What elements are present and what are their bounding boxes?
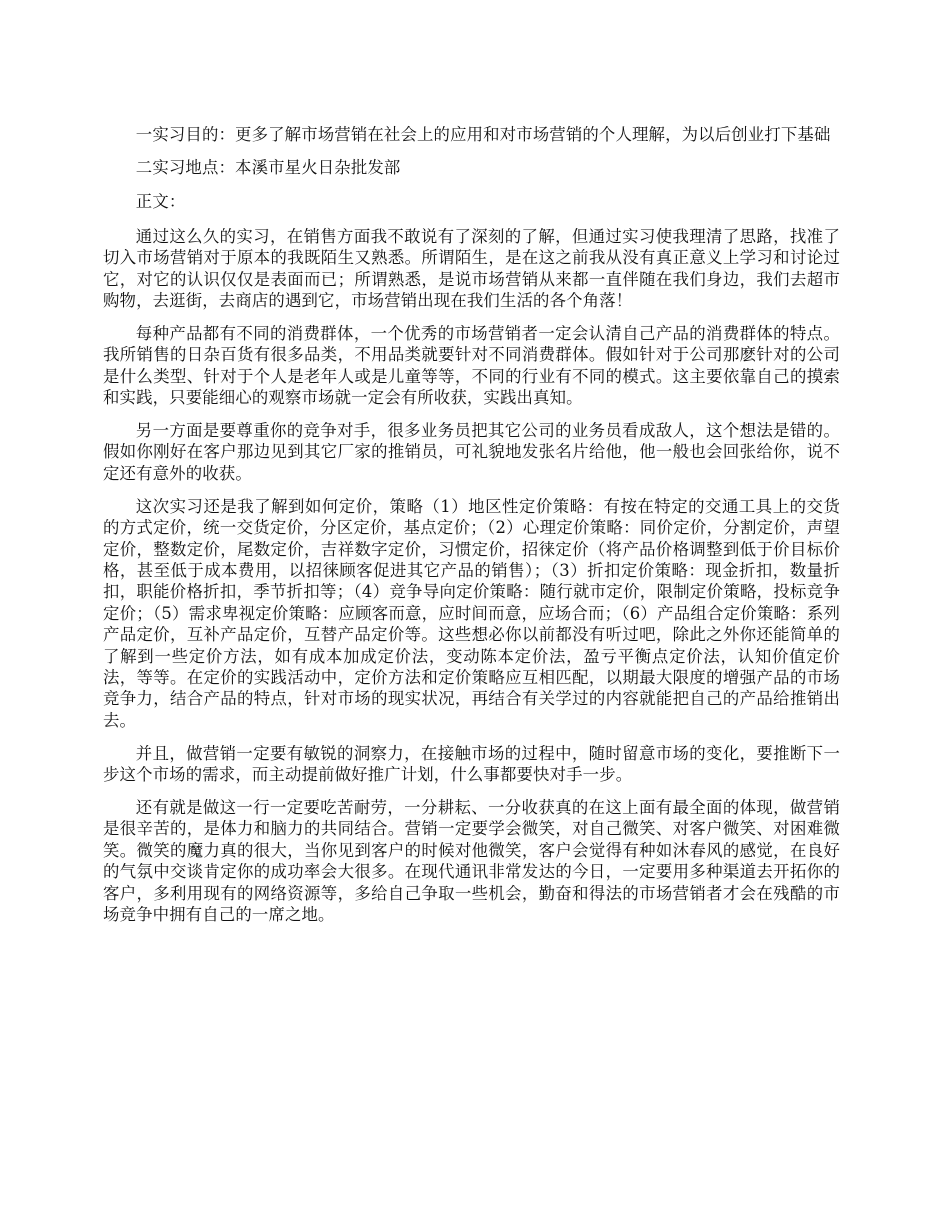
paragraph-body-3: 另一方面是要尊重你的竞争对手，很多业务员把其它公司的业务员看成敌人，这个想法是错的。假如你刚好在客户那边见到其它厂家的推销员，可礼貌地发张名片给他，他一般也会回张给你，说不定还有意外的收获。 <box>103 420 840 483</box>
paragraph-body-6: 还有就是做这一行一定要吃苦耐劳，一分耕耘、一分收获真的在这上面有最全面的体现，做营销是很辛苦的，是体力和脑力的共同结合。营销一定要学会微笑，对自己微笑、对客户微笑、对困难微笑。微笑的魔力真的很大，当你见到客户的时候对他微笑，客户会觉得有种如沐春风的感觉，在良好的气氛中交谈肯定你的成功率会大很多。在现代通讯非常发达的今日，一定要用多种渠道去开拓你的客户，多利用现有的网络资源等，多给自己争取一些机会，勤奋和得法的市场营销者才会在残酷的市场竞争中拥有自己的一席之地。 <box>103 797 840 924</box>
paragraph-body-1: 通过这么久的实习，在销售方面我不敢说有了深刻的了解，但通过实习使我理清了思路，找准了切入市场营销对于原本的我既陌生又熟悉。所谓陌生，是在这之前我从没有真正意义上学习和讨论过它，对它的认识仅仅是表面而已；所谓熟悉，是说市场营销从来都一直伴随在我们身边，我们去超市购物，去逛街，去商店的遇到它，市场营销出现在我们生活的各个角落！ <box>103 226 840 310</box>
paragraph-main-text-heading: 正文： <box>135 192 186 212</box>
paragraph-body-2: 每种产品都有不同的消费群体，一个优秀的市场营销者一定会认清自己产品的消费群体的特点。我所销售的日杂百货有很多品类，不用品类就要针对不同消费群体。假如针对于公司那麽针对的公司是什么类型、针对于个人是老年人或是儿童等等，不同的行业有不同的模式。这主要依靠自己的摸索和实践，只要能细心的观察市场就一定会有所收获，实践出真知。 <box>103 323 840 408</box>
paragraph-body-5: 并且，做营销一定要有敏锐的洞察力，在接触市场的过程中，随时留意市场的变化，要推断下一步这个市场的需求，而主动提前做好推广计划，什么事都要快对手一步。 <box>103 743 840 785</box>
paragraph-location: 二实习地点：本溪市星火日杂批发部 <box>135 157 401 177</box>
paragraph-purpose: 一实习目的：更多了解市场营销在社会上的应用和对市场营销的个人理解，为以后创业打下基础 <box>135 125 831 144</box>
document-body <box>103 124 840 937</box>
paragraph-body-4: 这次实习还是我了解到如何定价，策略（1）地区性定价策略：有按在特定的交通工具上的交货的方式定价，统一交货定价，分区定价，基点定价；（2）心理定价策略：同价定价，分割定价，声望定价，整数定价，尾数定价，吉祥数字定价，习惯定价，招徕定价（将产品价格调整到低于价目标价格，甚至低于成本费用，以招徕顾客促进其它产品的销售）；（3）折扣定价策略：现金折扣，数量折扣，职能价格折扣，季节折扣等；（4）竞争导向定价策略：随行就市定价，限制定价策略，投标竞争定价；（5）需求卑视定价策略：应顾客而意，应时间而意，应场合而；（6）产品组合定价策略：系列产品定价，互补产品定价，互替产品定价等。这些想必你以前都没有听过吧，除此之外你还能简单的了解到一些定价方法，如有成本加成定价法，变动陈本定价法，盈亏平衡点定价法，认知价值定价法，等等。在定价的实践活动中，定价方法和定价策略应互相匹配，以期最大限度的增强产品的市场竞争力，结合产品的特点，针对市场的现实状况，再结合有关学过的内容就能把自己的产品给推销出去。 <box>103 496 840 730</box>
